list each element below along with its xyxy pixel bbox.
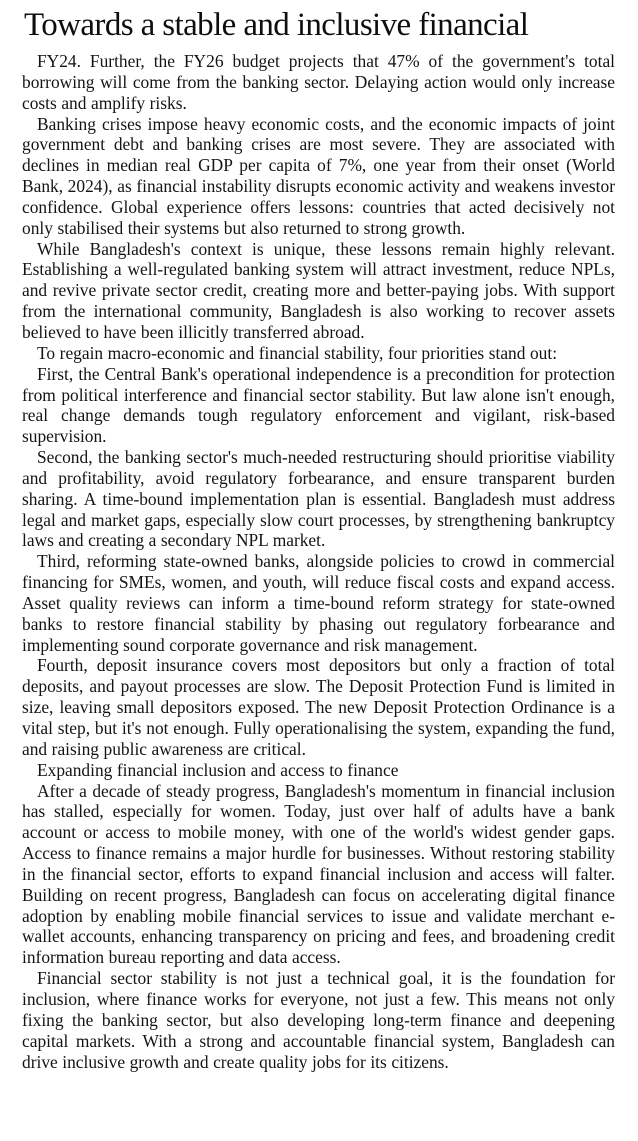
article-paragraph: FY24. Further, the FY26 budget projects that 47% of the government's total borrowing will come from the banking sector. Delaying action would only increase costs and amplify risks. [22,51,615,113]
article-paragraph: Fourth, deposit insurance covers most depositors but only a fraction of total deposits, and payout processes are slow. The Deposit Protection Fund is limited in size, leaving small depositors exposed. The new Deposit Protection Ordinance is a vital step, but it's not enough. Fully operationalising the system, expanding the fund, and raising public awareness are critical. [22,655,615,759]
article-paragraph: After a decade of steady progress, Bangladesh's momentum in financial inclusion has stalled, especially for women. Today, just over half of adults have a bank account or access to mobile money, with one of the world's widest gender gaps. Access to finance remains a major hurdle for businesses. Without restoring stability in the financial sector, efforts to expand financial inclusion and access will falter. Building on recent progress, Bangladesh can focus on accelerating digital finance adoption by enabling mobile financial services to issue and validate merchant e-wallet accounts, enhancing transparency on pricing and fees, and broadening credit information bureau reporting and data access. [22,780,615,968]
article-paragraph: To regain macro-economic and financial stability, four priorities stand out: [37,342,558,363]
article-paragraph: First, the Central Bank's operational independence is a precondition for protection from political interference and financial sector stability. But law alone isn't enough, real change demands tough regulatory enforcement and vigilant, risk-based supervision. [22,363,615,447]
article-body [0,50,638,1072]
article-paragraph: While Bangladesh's context is unique, these lessons remain highly relevant. Establishing a well-regulated banking system will attract investment, reduce NPLs, and revive private sector credit, creating more and better-paying jobs. With support from the international community, Bangladesh is also working to recover assets believed to have been illicitly transferred abroad. [22,238,615,342]
article-paragraph: Financial sector stability is not just a technical goal, it is the foundation for inclusion, where finance works for everyone, not just a few. This means not only fixing the banking sector, but also developing long-term finance and deepening capital markets. With a strong and accountable financial system, Bangladesh can drive inclusive growth and create quality jobs for its citizens. [22,968,615,1072]
article-paragraph: Third, reforming state-owned banks, alongside policies to crowd in commercial financing for SMEs, women, and youth, will reduce fiscal costs and expand access. Asset quality reviews can inform a time-bound reform strategy for state-owned banks to restore financial stability by phasing out regulatory forbearance and implementing sound corporate governance and risk management. [22,551,615,655]
article-paragraph: Expanding financial inclusion and access to finance [37,759,399,780]
article-paragraph: Banking crises impose heavy economic costs, and the economic impacts of joint government debt and banking crises are most severe. They are associated with declines in median real GDP per capita of 7%, one year from their onset (World Bank, 2024), as financial instability disrupts economic activity and weakens investor confidence. Global experience offers lessons: countries that acted decisively not only stabilised their systems but also returned to strong growth. [22,113,615,238]
article-headline: Towards a stable and inclusive financial [24,7,529,43]
article-paragraph: Second, the banking sector's much-needed restructuring should prioritise viability and profitability, avoid regulatory forbearance, and ensure transparent burden sharing. A time-bound implementation plan is essential. Bangladesh must address legal and market gaps, especially slow court processes, by strengthening bankruptcy laws and creating a secondary NPL market. [22,447,615,551]
